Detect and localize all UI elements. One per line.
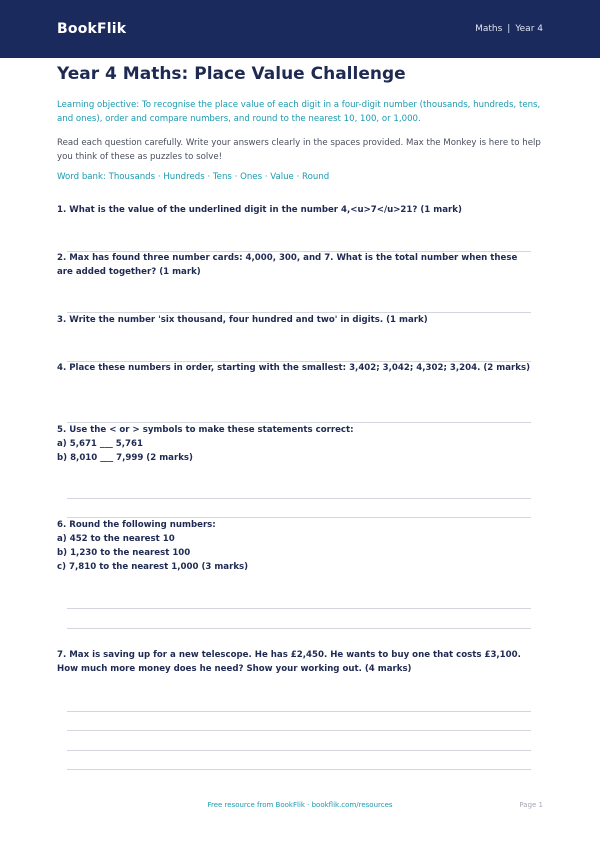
- question-2: [57, 251, 532, 279]
- question-4: [57, 361, 532, 375]
- answer-line[interactable]: [67, 608, 531, 609]
- question-6-line: c) 7,810 to the nearest 1,000 (3 marks): [57, 562, 249, 572]
- page-header: [0, 0, 600, 58]
- question-5-line: b) 8,010 ___ 7,999 (2 marks): [57, 453, 193, 463]
- question-6: [57, 518, 532, 574]
- question-7-text: 7. Max is saving up for a new telescope. He has £2,450. He wants to buy one that costs £3,100. How much more money does he need? Show your working out. (4 marks): [57, 650, 521, 674]
- question-1-text: 1. What is the value of the underlined digit in the number 4,<u>7</u>21? (1 mark): [57, 205, 462, 215]
- footer-link[interactable]: Free resource from BookFlik · bookflik.com/resources: [207, 801, 393, 809]
- question-2-text: 2. Max has found three number cards: 4,000, 300, and 7. What is the total number when these are added together? (1 mark): [57, 253, 518, 277]
- answer-line[interactable]: [67, 628, 531, 629]
- header-separator: |: [507, 24, 511, 34]
- question-1: [57, 203, 532, 217]
- worksheet-title: Year 4 Maths: Place Value Challenge: [57, 64, 406, 84]
- question-5-line: 5. Use the < or > symbols to make these statements correct:: [57, 425, 354, 435]
- question-5-line: a) 5,671 ___ 5,761: [57, 439, 143, 449]
- answer-line[interactable]: [67, 750, 531, 751]
- intro-text: Read each question carefully. Write your answers clearly in the spaces provided. Max the Monkey is here to help you think of these as puzzles to solve!: [57, 138, 541, 162]
- question-3: [57, 313, 532, 327]
- brand-logo: BookFlik: [57, 21, 127, 37]
- question-6-line: b) 1,230 to the nearest 100: [57, 548, 191, 558]
- header-subject: Maths: [475, 24, 503, 34]
- question-6-line: a) 452 to the nearest 10: [57, 534, 175, 544]
- answer-line[interactable]: [67, 769, 531, 770]
- question-5: [57, 423, 532, 465]
- question-6-line: 6. Round the following numbers:: [57, 520, 216, 530]
- word-bank: Word bank: Thousands · Hundreds · Tens · Ones · Value · Round: [57, 172, 330, 182]
- answer-line[interactable]: [67, 498, 531, 499]
- learning-objective: Learning objective: To recognise the place value of each digit in a four-digit number (thousands, hundreds, tens, and ones), order and compare numbers, and round to the nearest 10, 100, or 1,000.: [57, 100, 541, 124]
- header-year: Year 4: [515, 24, 543, 34]
- question-3-text: 3. Write the number 'six thousand, four hundred and two' in digits. (1 mark): [57, 315, 428, 325]
- answer-line[interactable]: [67, 711, 531, 712]
- answer-line[interactable]: [67, 730, 531, 731]
- question-4-text: 4. Place these numbers in order, starting with the smallest: 3,402; 3,042; 4,302; 3,204. (2 marks): [57, 363, 530, 373]
- header-meta: [475, 24, 543, 34]
- question-7: [57, 648, 532, 676]
- page-number: Page 1: [519, 801, 543, 809]
